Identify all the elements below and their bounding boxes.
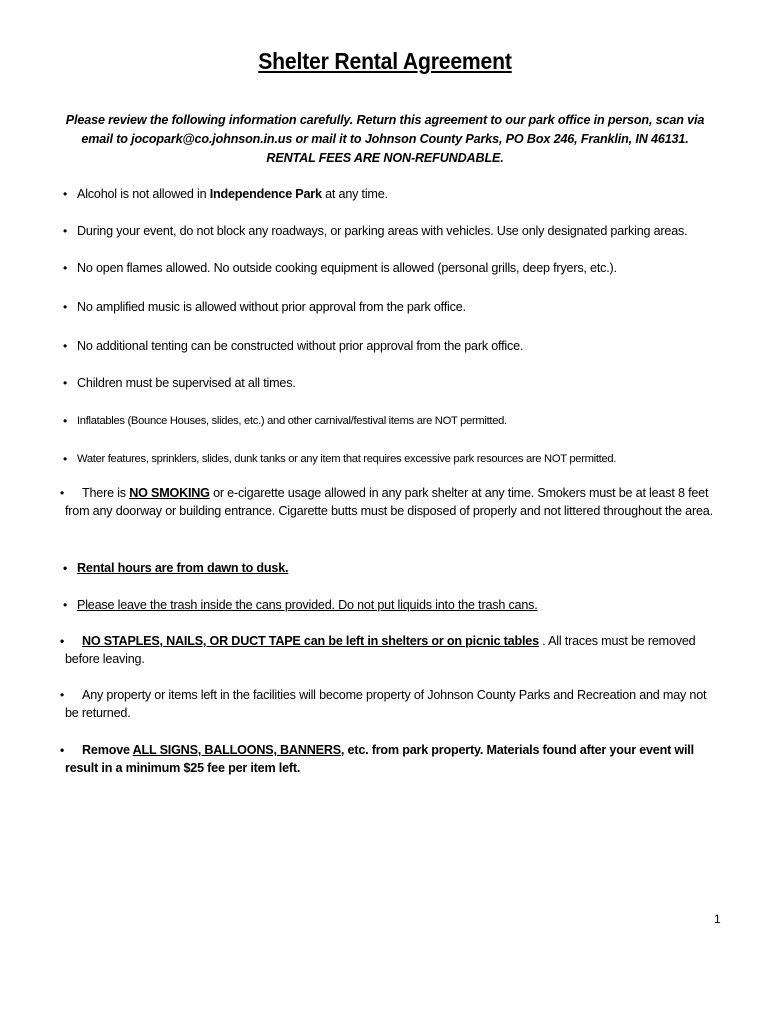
- rule-property: [57, 686, 722, 722]
- rule-water-features: [60, 450, 720, 468]
- intro-line-2: email to jocopark@co.johnson.in.us or mail it to Johnson County Parks, PO Box 246, Franklin, IN 46131.: [81, 132, 689, 146]
- bullet: •: [60, 486, 65, 500]
- rule-text: [65, 484, 722, 520]
- rule-text: No additional tenting can be constructed without prior approval from the park office.: [77, 339, 524, 353]
- park-name: Independence Park: [209, 187, 322, 201]
- rule-text-part: There is: [82, 486, 130, 500]
- rule-text: [65, 741, 722, 777]
- no-smoking-emphasis: NO SMOKING: [129, 486, 210, 500]
- bullet: •: [63, 339, 68, 353]
- rule-text-part: . All traces must be removed before leaving.: [65, 634, 696, 666]
- rule-hours: [60, 559, 720, 577]
- rule-text: Rental hours are from dawn to dusk.: [77, 561, 289, 575]
- bullet: •: [60, 743, 65, 757]
- bullet: •: [63, 598, 68, 612]
- rule-smoking: [57, 484, 722, 520]
- rule-alcohol: [60, 185, 720, 203]
- rule-text-part: at any time.: [321, 187, 388, 201]
- rule-music: [60, 298, 720, 316]
- bullet: •: [63, 452, 67, 466]
- bullet: •: [63, 376, 68, 390]
- no-staples-emphasis: NO STAPLES, NAILS, OR DUCT TAPE can be left in shelters or on picnic tables: [82, 634, 539, 648]
- rule-text-part: , etc. from park property. Materials found after your event will result in a minimum $25 fee per item left.: [65, 743, 694, 775]
- rule-text: Inflatables (Bounce Houses, slides, etc.) and other carnival/festival items are NOT permitted.: [77, 415, 507, 427]
- page-title: Shelter Rental Agreement: [258, 48, 512, 74]
- bullet: •: [60, 688, 65, 702]
- rule-tenting: [60, 337, 720, 355]
- rule-text-part: Alcohol is not allowed in: [77, 187, 210, 201]
- rule-text: Children must be supervised at all times.: [77, 376, 296, 390]
- rule-inflatables: [60, 412, 720, 430]
- rule-staples: [57, 632, 722, 668]
- signs-emphasis: ALL SIGNS, BALLOONS, BANNERS: [132, 743, 341, 757]
- bullet: •: [63, 414, 67, 428]
- rule-text: No open flames allowed. No outside cooking equipment is allowed (personal grills, deep fryers, etc.).: [77, 261, 617, 275]
- page-number: 1: [714, 912, 721, 926]
- rule-flames: [60, 259, 720, 277]
- bullet: •: [63, 561, 68, 575]
- rule-roadways: [60, 222, 720, 240]
- rule-text-part: Remove: [82, 743, 133, 757]
- rule-trash: [60, 596, 720, 614]
- rule-children: [60, 374, 720, 392]
- rule-text: Water features, sprinklers, slides, dunk tanks or any item that requires excessive park resources are NOT permitted.: [77, 453, 617, 465]
- bullet: •: [63, 187, 68, 201]
- bullet: •: [63, 300, 68, 314]
- intro-line-3: RENTAL FEES ARE NON-REFUNDABLE.: [266, 151, 504, 165]
- rule-text: [65, 632, 722, 668]
- rule-text: During your event, do not block any roadways, or parking areas with vehicles. Use only designated parking areas.: [77, 224, 688, 238]
- bullet: •: [60, 634, 65, 648]
- rule-text-part: or e-cigarette usage allowed in any park shelter at any time. Smokers must be at least 8 feet from any doorway or building entrance. Cigarette butts must be disposed of properly and not littered throughout the area.: [65, 486, 713, 518]
- intro-paragraph: [50, 111, 720, 168]
- rule-signs: [57, 741, 722, 777]
- bullet: •: [63, 261, 68, 275]
- intro-line-1: Please review the following information carefully. Return this agreement to our park office in person, scan via: [65, 113, 705, 127]
- bullet: •: [63, 224, 68, 238]
- rule-text: Any property or items left in the facilities will become property of Johnson County Parks and Recreation and may not be returned.: [65, 688, 707, 720]
- rule-text: [60, 185, 720, 203]
- rule-text: No amplified music is allowed without prior approval from the park office.: [77, 300, 466, 314]
- rule-text: Please leave the trash inside the cans provided. Do not put liquids into the trash cans.: [77, 598, 538, 612]
